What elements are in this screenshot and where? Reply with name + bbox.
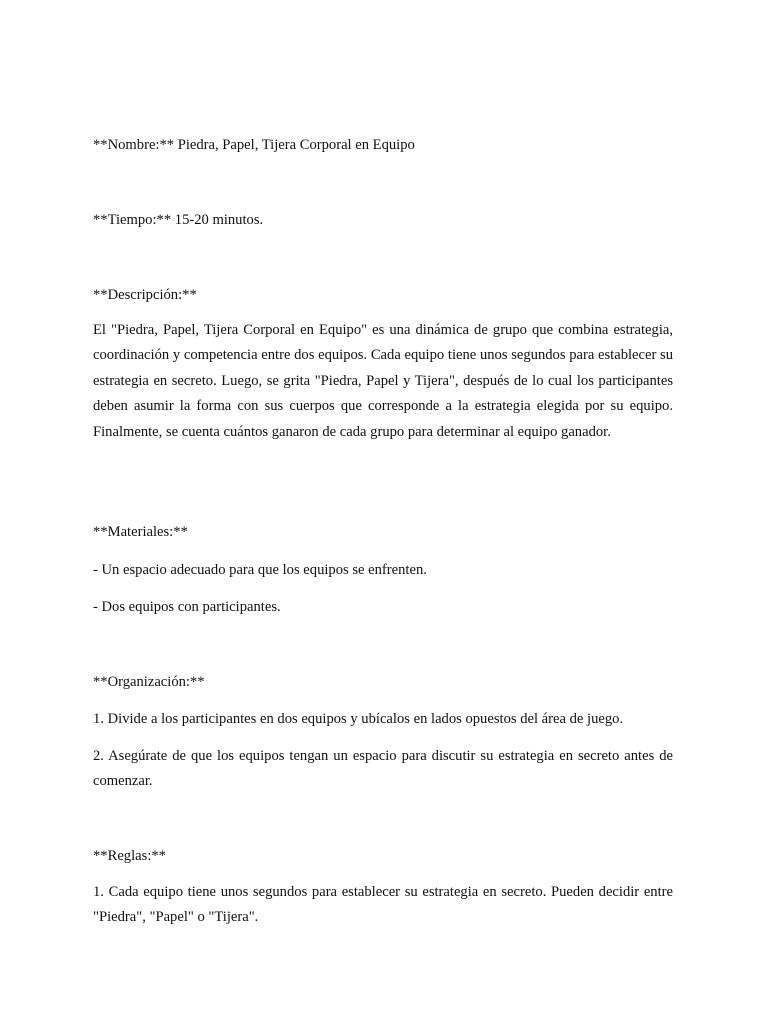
materiales-item-2: - Dos equipos con participantes. (93, 599, 281, 615)
materiales-heading: **Materiales:** (93, 524, 188, 540)
materiales-item-1: - Un espacio adecuado para que los equipos se enfrenten. (93, 562, 427, 578)
organizacion-item-2: 2. Asegúrate de que los equipos tengan un espacio para discutir su estrategia en secreto antes de comenzar. (93, 748, 673, 790)
descripcion-text: El "Piedra, Papel, Tijera Corporal en Equipo" es una dinámica de grupo que combina estrategia, coordinación y competencia entre dos equipos. Cada equipo tiene unos segundos para establecer su estrategia en secreto. Luego, se grita "Piedra, Papel y Tijera", después de lo cual los participantes deben asumir la forma con sus cuerpos que corresponde a la estrategia elegida por su equipo. Finalmente, se cuenta cuántos ganaron de cada grupo para determinar al equipo ganador. (93, 322, 673, 440)
descripcion-heading: **Descripción:** (93, 287, 197, 303)
tiempo-line: **Tiempo:** 15-20 minutos. (93, 212, 264, 228)
organizacion-item-1: 1. Divide a los participantes en dos equipos y ubícalos en lados opuestos del área de juego. (93, 711, 624, 727)
reglas-item-1: 1. Cada equipo tiene unos segundos para establecer su estrategia en secreto. Pueden decidir entre "Piedra", "Papel" o "Tijera". (93, 884, 673, 926)
reglas-heading: **Reglas:** (93, 848, 166, 864)
nombre-line: **Nombre:** Piedra, Papel, Tijera Corporal en Equipo (93, 137, 415, 153)
organizacion-heading: **Organización:** (93, 674, 205, 690)
